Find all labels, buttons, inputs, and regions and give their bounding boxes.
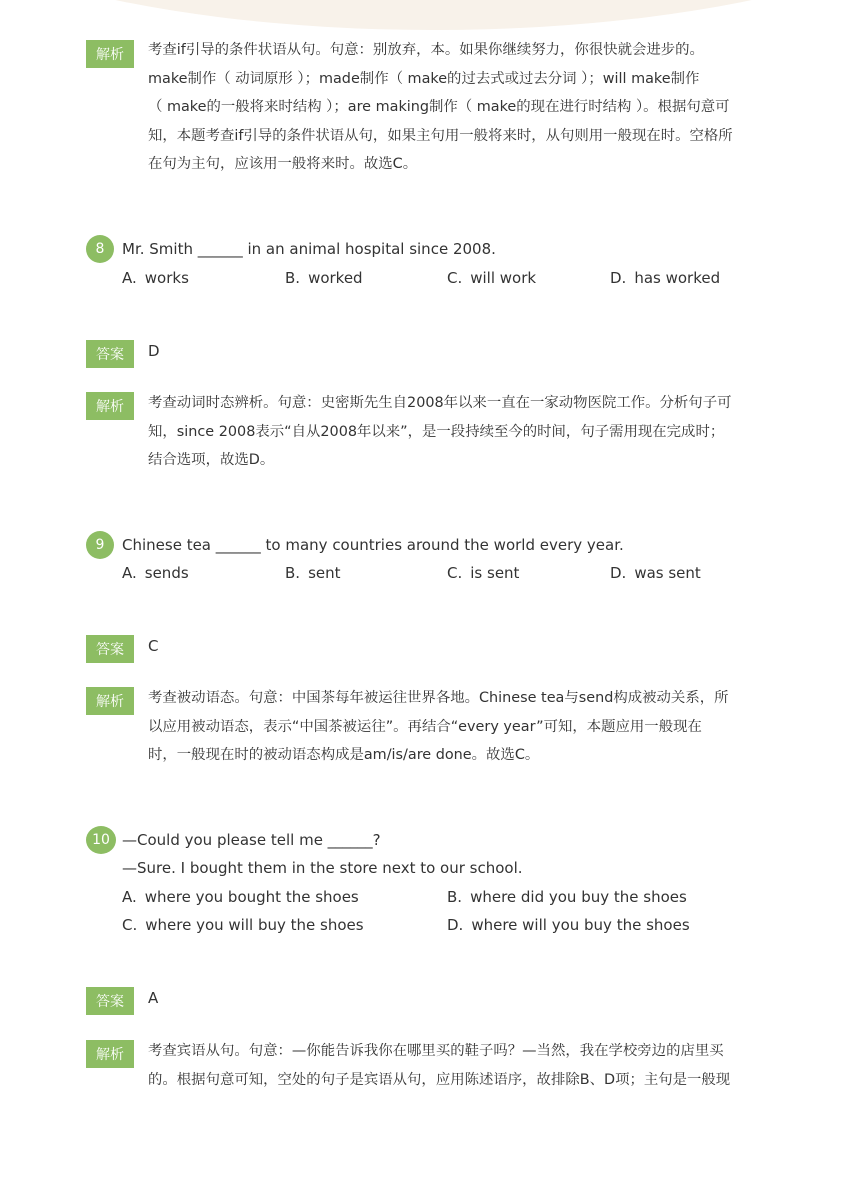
analysis-line: 结合选项，故选D。 bbox=[148, 452, 275, 468]
option-a: A. sends bbox=[122, 564, 189, 582]
analysis-tag: 解析 bbox=[86, 40, 134, 68]
answer-tag: 答案 bbox=[86, 635, 134, 663]
analysis-line: 考查宾语从句。句意：—你能告诉我你在哪里买的鞋子吗？—当然，我在学校旁边的店里买 bbox=[148, 1043, 724, 1059]
question-number-10: 10 bbox=[86, 826, 116, 854]
question-stem-8: Mr. Smith ______ in an animal hospital since 2008. bbox=[122, 240, 496, 258]
question-stem-9: Chinese tea ______ to many countries around the world every year. bbox=[122, 536, 624, 554]
answer-tag: 答案 bbox=[86, 340, 134, 368]
analysis-line: （ make的一般将来时结构 ）；are making制作（ make的现在进行时结构 ）。根据句意可 bbox=[148, 99, 730, 115]
analysis-line: 在句为主句，应该用一般将来时。故选C。 bbox=[148, 156, 418, 172]
option-a: A. where you bought the shoes bbox=[122, 888, 359, 906]
answer-tag: 答案 bbox=[86, 987, 134, 1015]
option-d: D. where will you buy the shoes bbox=[447, 916, 690, 934]
analysis-line: 的。根据句意可知，空处的句子是宾语从句，应用陈述语序，故排除B、D项；主句是一般现 bbox=[148, 1071, 731, 1088]
option-c: C. where you will buy the shoes bbox=[122, 916, 364, 934]
analysis-text-q8 bbox=[148, 389, 776, 475]
question-stem-10-line2: —Sure. I bought them in the store next to our school. bbox=[122, 859, 523, 877]
analysis-line: 知，since 2008表示“自从2008年以来”，是一段持续至今的时间，句子需用现在完成时； bbox=[148, 423, 725, 440]
analysis-line: 考查被动语态。句意：中国茶每年被运往世界各地。Chinese tea与send构成被动关系，所 bbox=[148, 690, 729, 706]
answer-value-9: C bbox=[148, 637, 159, 655]
option-b: B. sent bbox=[285, 564, 341, 582]
analysis-line: 考查if引导的条件状语从句。句意：别放弃，本。如果你继续努力，你很快就会进步的。 bbox=[148, 42, 704, 58]
answer-value-10: A bbox=[148, 989, 159, 1007]
analysis-text-q7 bbox=[148, 36, 776, 179]
analysis-line: 时，一般现在时的被动语态构成是am/is/are done。故选C。 bbox=[148, 747, 540, 763]
analysis-line: make制作（ 动词原形 ）；made制作（ make的过去式或过去分词 ）；will make制作 bbox=[148, 70, 700, 87]
option-d: D. was sent bbox=[610, 564, 701, 582]
analysis-tag: 解析 bbox=[86, 1040, 134, 1068]
option-a: A. works bbox=[122, 269, 189, 287]
option-b: B. worked bbox=[285, 269, 363, 287]
answer-value-8: D bbox=[148, 342, 160, 360]
analysis-text-q10 bbox=[148, 1037, 776, 1094]
analysis-line: 以应用被动语态，表示“中国茶被运往”。再结合“every year”可知，本题应用一般现在 bbox=[148, 718, 702, 735]
analysis-text-q9 bbox=[148, 684, 776, 770]
option-c: C. will work bbox=[447, 269, 537, 287]
option-d: D. has worked bbox=[610, 269, 721, 287]
analysis-tag: 解析 bbox=[86, 392, 134, 420]
header-decoration bbox=[0, 0, 867, 30]
question-number-8: 8 bbox=[86, 235, 114, 263]
question-stem-10-line1: —Could you please tell me ______? bbox=[122, 831, 381, 849]
analysis-tag: 解析 bbox=[86, 687, 134, 715]
analysis-line: 知，本题考查if引导的条件状语从句，如果主句用一般将来时，从句则用一般现在时。空格所 bbox=[148, 127, 733, 144]
analysis-line: 考查动词时态辨析。句意：史密斯先生自2008年以来一直在一家动物医院工作。分析句子可 bbox=[148, 395, 732, 411]
option-b: B. where did you buy the shoes bbox=[447, 888, 687, 906]
option-c: C. is sent bbox=[447, 564, 520, 582]
question-number-9: 9 bbox=[86, 531, 114, 559]
